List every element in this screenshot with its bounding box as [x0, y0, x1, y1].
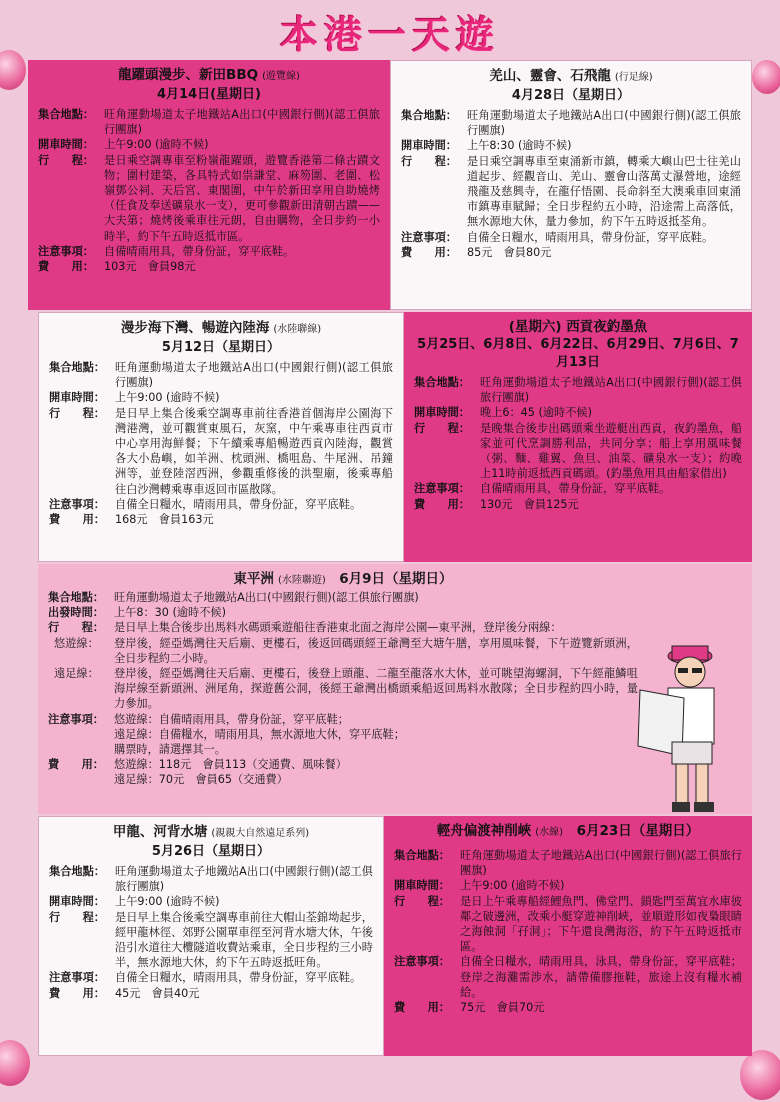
- trip-panel-lungyeuktau: 龍躍頭漫步、新田BBQ (遊覽線) 4月14日(星期日) 集合地點： 旺角運動場道太子地鐵站A出口(中國銀行側)(認工俱旅行團旗) 開車時間： 上午9:00 (逾時不候) 行 程： 是日乘空調專車至粉嶺龍躍頭，遊覽香港第二條古蹟文物；圍村建築，各具特式如祟謙堂、麻笏圍、老圍、松嶺鄧公祠、天后宮、東閣圍，中午於新田享用自助燒烤（任食及奉送礦泉水一支），更可參觀新田清朝古蹟——大夫第；燒烤後乘車往元朗，自由購物，全日步約一小時半，約下午五時返抵市區。 注意事項： 自備晴雨用具，帶身份証，穿平底鞋。 費 用： 103元 會員98元: [28, 60, 390, 310]
- itinerary: 是日早上集合後乘空調專車前往大帽山荃錦坳起步，經甲龍林徑、郊野公園單車徑至河背水塘大休，午後沿引水道往大欖隧道收費站乘車，全日步程約三小時半，無水源地大休，約下午五時返抵旺角。: [115, 910, 373, 970]
- trip-date: 5月12日（星期日）: [161, 340, 281, 355]
- hiker-illustration: [632, 638, 752, 814]
- heart-ornament: [0, 1040, 30, 1086]
- notes: 自備全日糧水，晴雨用具，帶身份証，穿平底鞋。: [115, 497, 362, 511]
- depart-time: 晚上6：45 (逾時不候): [480, 406, 592, 420]
- itinerary: 是日乘空調專車至粉嶺龍躍頭，遊覽香港第二條古蹟文物；圍村建築，各具特式如祟謙堂、麻笏圍、老圍、松嶺鄧公祠、天后宮、東閣圍，中午於新田享用自助燒烤（任食及奉送礦泉水一支），更可參觀新田清朝古蹟——大夫第；燒烤後乘車往元朗，自由購物，全日步約一小時半，約下午五時返抵市區。: [104, 153, 380, 243]
- itinerary: 是日上午乘專船經鯉魚門、佛堂門、鎖匙門至萬宜水庫彼鄰之破邊洲，改乘小艇穿遊神削峽，並順遊形如夜梟眼睛之海蝕洞「孖洞」；下午還良灣海浴，約下午五時返抵市區。: [460, 894, 742, 954]
- trip-panel-keungshan: 羌山、靈會、石飛龍 (行足線) 4月28日（星期日） 集合地點： 旺角運動場道太子地鐵站A出口(中國銀行側)(認工俱旅行團旗) 開車時間： 上午8:30 (逾時不候) 行 程： 是日乘空調專車至東涌新市鎮，轉乘大嶼山巴士往羌山道起步、經觀音山、羌山、靈會山落萬丈瀑營地，途經飛龍及慈興寺，在龍仔悟園、長命斜至大澳乘車回東涌市鎮專車賦歸；全日步程約五小時，沿途需上高落低，無水源地大休，量力參加，約下午五時返抵荃角。 注意事項： 自備全日糧水，晴雨用具，帶身份証，穿平底鞋。 費 用： 85元 會員80元: [390, 60, 752, 310]
- itinerary-hike: 登岸後，經亞媽灣往天后廟、更樓石，後登上頭龍、二龍至龍落水大休，並可眺望海螺洞，下午經龍鱗咀海岸線至新頭洲、洲尾角，探遊舊公洞，後經王爺灣出橋頭乘船返回馬料水散隊；全日步程約四小時，量力參加。: [114, 667, 638, 711]
- trip-title: 羌山、靈會、石飛龍 (行足線): [489, 68, 653, 84]
- trip-title: 龍躍頭漫步、新田BBQ (遊覽線): [118, 67, 300, 83]
- trip-panel-hoihawan: 漫步海下灣、暢遊內陸海 (水陸聯線) 5月12日（星期日） 集合地點： 旺角運動場道太子地鐵站A出口(中國銀行側)(認工俱旅行團旗) 開車時間： 上午9:00 (逾時不候) 行 程： 是日早上集合後乘空調專車前往香港首個海岸公園海下灣港灣，並可觀賞東風石，灰窯，中午乘專車往西貢市中心享用海鮮餐；下午續乘專船暢遊西貢內陸海，觀賞各大小島嶼，如羊洲、枕頭洲、橋咀島、牛尾洲、吊鐘洲等，並登陸滘西洲，參觀重修後的洪聖廟，後乘專船往白沙灣轉乘專車返回市區散隊。 注意事項： 自備全日糧水，晴雨用具，帶身份証，穿平底鞋。 費 用： 168元 會員163元: [38, 312, 404, 562]
- heart-ornament: [740, 1050, 780, 1100]
- meet-point: 旺角運動場道太子地鐵站A出口(中國銀行側)(認工俱旅行團旗): [460, 849, 742, 878]
- depart-time: 上午9:00 (逾時不候): [104, 138, 209, 152]
- depart-time: 上午8:30 (逾時不候): [467, 139, 572, 153]
- fee: 45元 會員40元: [115, 986, 200, 1000]
- trip-title: (星期六) 西貢夜釣墨魚: [508, 319, 648, 335]
- depart-time: 上午9:00 (逾時不候): [115, 895, 220, 909]
- trip-date: 4月28日（星期日）: [511, 88, 631, 103]
- trip-panel-kaplung: 甲龍、河背水塘 (親親大自然遠足系列) 5月26日（星期日） 集合地點： 旺角運動場道太子地鐵站A出口(中國銀行側)(認工俱旅行團旗) 開車時間： 上午9:00 (逾時不候) 行 程： 是日早上集合後乘空調專車前往大帽山荃錦坳起步，經甲龍林徑、郊野公園單車徑至河背水塘大休，午後沿引水道往大欖隧道收費站乘車，全日步程約三小時半，無水源地大休，約下午五時返抵旺角。 注意事項： 自備全日糧水，晴雨用具，帶身份証，穿平底鞋。 費 用： 45元 會員40元: [38, 816, 384, 1056]
- trip-date: 4月14日(星期日): [156, 87, 262, 102]
- fee: 168元 會員163元: [115, 513, 214, 527]
- trip-panel-boat-gorge: 輕舟偏渡神削峽 (水線) 6月23日（星期日） 集合地點： 旺角運動場道太子地鐵站A出口(中國銀行側)(認工俱旅行團旗) 開車時間： 上午9:00 (逾時不候) 行 程： 是日上午乘專船經鯉魚門、佛堂門、鎖匙門至萬宜水庫彼鄰之破邊洲，改乘小艇穿遊神削峽，並順遊形如夜梟眼睛之海蝕洞「孖洞」；下午還良灣海浴，約下午五時返抵市區。 注意事項： 自備全日糧水，晴雨用具，泳具，帶身份証，穿平底鞋；登岸之海灘需涉水，請帶備膠拖鞋，旅途上沒有糧水補給。 費 用： 75元 會員70元: [384, 816, 752, 1056]
- fee: 75元 會員70元: [460, 1001, 545, 1015]
- trip-title: 漫步海下灣、暢遊內陸海 (水陸聯線): [120, 320, 322, 336]
- notes: 自備晴雨用具，帶身份証，穿平底鞋。: [480, 482, 671, 496]
- meet-point: 旺角運動場道太子地鐵站A出口(中國銀行側)(認工俱旅行團旗): [467, 109, 741, 138]
- meet-point: 旺角運動場道太子地鐵站A出口(中國銀行側)(認工俱旅行團旗): [115, 865, 373, 894]
- notes: 悠遊線：自備晴雨用具，帶身份証，穿平底鞋； 遠足線：自備糧水，晴雨用具，無水源地大休，穿平底鞋； 購票時，請選擇其一。: [114, 712, 405, 757]
- heart-ornament: [752, 60, 780, 94]
- meet-point: 旺角運動場道太子地鐵站A出口(中國銀行側)(認工俱旅行團旗): [114, 591, 419, 604]
- itinerary: 是日早上集合後步出馬料水碼頭乘遊船往香港東北面之海岸公園—東平洲，登岸後分兩線：: [114, 621, 562, 635]
- fee: 85元 會員80元: [467, 245, 552, 259]
- itinerary: 是晚集合後步出碼頭乘坐遊艇出西貢，夜釣墨魚，船家並可代烹調勝利品，共同分享；船上享用風味餐（粥、麵、雞翼、魚旦、油菜、礦泉水一支）；約晚上11時前返抵西貢碼頭。(釣墨魚用具由船家借出): [480, 421, 742, 481]
- notes: 自備全日糧水，晴雨用具，帶身份証，穿平底鞋。: [467, 230, 714, 244]
- trip-title: 輕舟偏渡神削峽 (水線) 6月23日（星期日）: [436, 823, 700, 839]
- meet-point: 旺角運動場道太子地鐵站A出口(中國銀行側)(認工俱旅行團旗): [480, 376, 742, 405]
- trip-title: 東平洲 (水陸聯遊) 6月9日（星期日）: [233, 571, 453, 587]
- notes: 自備晴雨用具，帶身份証，穿平底鞋。: [104, 244, 295, 258]
- itinerary: 是日早上集合後乘空調專車前往香港首個海岸公園海下灣港灣，並可觀賞東風石，灰窯，中午乘專車往西貢市中心享用海鮮餐；下午續乘專船暢遊西貢內陸海，觀賞各大小島嶼，如羊洲、枕頭洲、橋咀島、牛尾洲、吊鐘洲等，並登陸滘西洲，參觀重修後的洪聖廟，後乘專船往白沙灣轉乘專車返回市區散隊。: [115, 406, 393, 496]
- depart-time: 上午8：30 (逾時不候): [114, 606, 226, 620]
- page-title: 本港一天遊: [279, 12, 500, 57]
- trip-title: 甲龍、河背水塘 (親親大自然遠足系列): [112, 824, 310, 840]
- trip-panel-tungpingchau: 東平洲 (水陸聯遊) 6月9日（星期日） 集合地點： 旺角運動場道太子地鐵站A出口(中國銀行側)(認工俱旅行團旗) 出發時間： 上午8：30 (逾時不候) 行 程： 是日早上集合後步出馬料水碼頭乘遊船往香港東北面之海岸公園—東平洲，登岸後分兩線： 悠遊線： 登岸後，經亞媽灣往天后廟、更樓石，後返回碼頭經王爺灣至大塘午膳，享用風味餐，下午遊覽新頭洲，全日步程約二小時。 遠足線： 登岸後，經亞媽灣往天后廟、更樓石，後登上頭龍、二龍至龍落水大休，並可眺望海螺洞，下午經龍鱗咀海岸線至新頭洲、洲尾角，探遊舊公洞，後經王爺灣出橋頭乘船返回馬料水散隊；全日步程約四小時，量力參加。 注意事項： 悠遊線：自備晴雨用具，帶身份証，穿平底鞋； 遠足線：自備糧水，晴雨用具，無水源地大休，穿平底鞋； 購票時，請選擇其一。 費 用： 悠遊線：118元 會員113（交通費、風味餐） 遠足線：70元 會員65（交通費）: [38, 564, 752, 814]
- heart-ornament: [0, 50, 26, 90]
- fee: 130元 會員125元: [480, 497, 579, 511]
- trip-date: 5月26日（星期日）: [151, 844, 271, 859]
- notes: 自備全日糧水，晴雨用具，帶身份証，穿平底鞋。: [115, 971, 362, 985]
- depart-time: 上午9:00 (逾時不候): [460, 879, 565, 893]
- fee: 悠遊線：118元 會員113（交通費、風味餐） 遠足線：70元 會員65（交通費）: [114, 758, 347, 787]
- meet-point: 旺角運動場道太子地鐵站A出口(中國銀行側)(認工俱旅行團旗): [115, 361, 393, 390]
- itinerary: 是日乘空調專車至東涌新市鎮，轉乘大嶼山巴士往羌山道起步、經觀音山、羌山、靈會山落萬丈瀑營地，途經飛龍及慈興寺，在龍仔悟園、長命斜至大澳乘車回東涌市鎮專車賦歸；全日步程約五小時，沿途需上高落低，無水源地大休，量力參加，約下午五時返抵荃角。: [467, 154, 741, 229]
- trip-date: 5月25日、6月8日、6月22日、6月29日、7月6日、7月13日: [417, 337, 739, 370]
- itinerary-walk: 登岸後，經亞媽灣往天后廟、更樓石，後返回碼頭經王爺灣至大塘午膳，享用風味餐，下午遊覽新頭洲，全日步程約二小時。: [114, 636, 638, 665]
- trip-panel-squid-fishing: (星期六) 西貢夜釣墨魚 5月25日、6月8日、6月22日、6月29日、7月6日、7月13日 集合地點： 旺角運動場道太子地鐵站A出口(中國銀行側)(認工俱旅行團旗) 開車時間： 晚上6：45 (逾時不候) 行 程： 是晚集合後步出碼頭乘坐遊艇出西貢，夜釣墨魚，船家並可代烹調勝利品，共同分享；船上享用風味餐（粥、麵、雞翼、魚旦、油菜、礦泉水一支）；約晚上11時前返抵西貢碼頭。(釣墨魚用具由船家借出) 注意事項： 自備晴雨用具，帶身份証，穿平底鞋。 費 用： 130元 會員125元: [404, 312, 752, 562]
- notes: 自備全日糧水，晴雨用具，泳具，帶身份証，穿平底鞋；登岸之海灘需涉水，請帶備膠拖鞋，旅途上沒有糧水補給。: [460, 955, 742, 999]
- fee: 103元 會員98元: [104, 260, 196, 274]
- meet-point: 旺角運動場道太子地鐵站A出口(中國銀行側)(認工俱旅行團旗): [104, 108, 380, 137]
- depart-time: 上午9:00 (逾時不候): [115, 391, 220, 405]
